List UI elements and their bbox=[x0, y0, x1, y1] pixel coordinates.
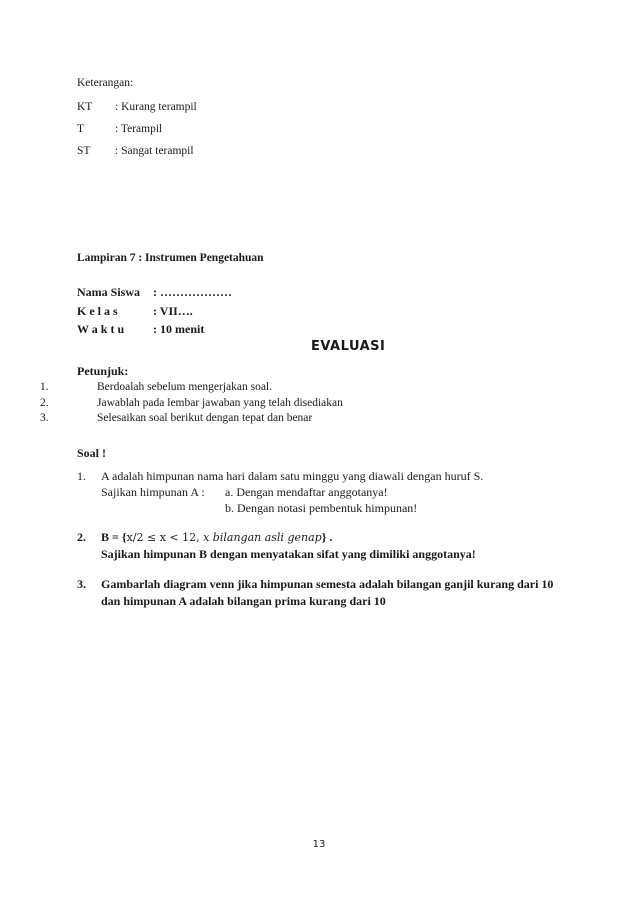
petunjuk-number: 1. bbox=[40, 381, 49, 393]
keterangan-desc: : Terampil bbox=[115, 123, 163, 135]
lampiran-heading: Lampiran 7 : Instrumen Pengetahuan bbox=[77, 252, 264, 264]
petunjuk-number: 2. bbox=[40, 397, 49, 409]
question-3-line-1: Gambarlah diagram venn jika himpunan semesta adalah bilangan ganjil kurang dari 10 bbox=[101, 577, 554, 591]
petunjuk-text: Jawablah pada lembar jawaban yang telah disediakan bbox=[97, 397, 343, 409]
question-number: 3. bbox=[77, 577, 86, 591]
page-number: 13 bbox=[312, 839, 326, 850]
question-1-line-2 bbox=[101, 485, 205, 500]
keterangan-row-t bbox=[77, 123, 162, 135]
set-suffix: } . bbox=[321, 530, 333, 544]
set-prefix: B = { bbox=[101, 530, 127, 544]
identitas-row-waktu bbox=[77, 322, 204, 337]
identitas-value: : ……………… bbox=[153, 285, 232, 299]
identitas-row-kelas bbox=[77, 304, 193, 319]
question-1-option-a: a. Dengan mendaftar anggotanya! bbox=[225, 485, 388, 499]
identitas-row-nama bbox=[77, 285, 232, 300]
soal-title: Soal ! bbox=[77, 446, 107, 460]
keterangan-desc: : Kurang terampil bbox=[115, 101, 197, 113]
question-1-line-1: A adalah himpunan nama hari dalam satu minggu yang diawali dengan huruf S. bbox=[101, 469, 484, 483]
question-number: 1. bbox=[77, 469, 86, 483]
keterangan-title: Keterangan: bbox=[77, 77, 134, 89]
question-number: 2. bbox=[77, 530, 86, 544]
identitas-label: Nama Siswa bbox=[77, 285, 141, 299]
keterangan-code: ST bbox=[77, 145, 91, 157]
keterangan-code: T bbox=[77, 123, 85, 135]
set-condition: x/2 ≤ x < 12, bbox=[126, 531, 200, 544]
petunjuk-number: 3. bbox=[40, 412, 49, 424]
keterangan-desc: : Sangat terampil bbox=[115, 145, 194, 157]
set-condition-italic: x bilangan asli genap bbox=[199, 531, 322, 544]
petunjuk-text: Berdoalah sebelum mengerjakan soal. bbox=[97, 381, 272, 393]
identitas-value: : 10 menit bbox=[153, 322, 205, 336]
keterangan-row-kt bbox=[77, 101, 197, 113]
question-1-option-b: b. Dengan notasi pembentuk himpunan! bbox=[225, 501, 418, 515]
identitas-value: : VII…. bbox=[153, 304, 193, 318]
question-3-line-2: dan himpunan A adalah bilangan prima kurang dari 10 bbox=[101, 594, 386, 608]
petunjuk-title: Petunjuk: bbox=[77, 364, 129, 378]
petunjuk-text: Selesaikan soal berikut dengan tepat dan benar bbox=[97, 412, 313, 424]
identitas-label: W a k t u bbox=[77, 322, 125, 336]
keterangan-row-st bbox=[77, 145, 194, 157]
question-2-line-2: Sajikan himpunan B dengan menyatakan sifat yang dimiliki anggotanya! bbox=[101, 547, 476, 561]
identitas-label: K e l a s bbox=[77, 304, 118, 318]
question-1-prefix: Sajikan himpunan A : bbox=[101, 485, 205, 499]
keterangan-code: KT bbox=[77, 101, 93, 113]
question-2-set-notation bbox=[101, 530, 332, 545]
evaluasi-title: EVALUASI bbox=[311, 339, 386, 354]
